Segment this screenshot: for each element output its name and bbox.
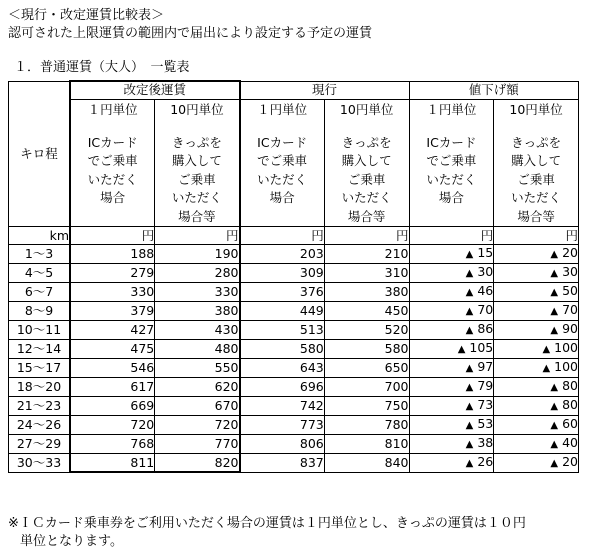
decrease-triangle-icon: ▲ — [550, 248, 559, 260]
new-ticket-fare-cell: 770 — [155, 434, 240, 453]
reduction-value: 50 — [562, 282, 578, 298]
current-ic-fare-cell: 773 — [240, 415, 325, 434]
desc-line: きっぷを — [511, 134, 562, 150]
new-ticket-fare-cell: 380 — [155, 301, 240, 320]
reduction-header: 値下げ額 — [409, 81, 579, 99]
new-ticket-fare-cell: 480 — [155, 339, 240, 358]
reduction-value: 97 — [477, 358, 494, 374]
reduction-ticket-cell — [494, 415, 579, 434]
decrease-triangle-icon: ▲ — [550, 400, 559, 412]
desc-line: 場合 — [269, 190, 295, 206]
decrease-triangle-icon: ▲ — [550, 457, 559, 469]
reduction-value: 70 — [477, 301, 494, 317]
distance-cell: 15〜17 — [9, 358, 71, 377]
decrease-triangle-icon: ▲ — [465, 381, 474, 393]
reduction-ic-cell — [409, 396, 494, 415]
new-ic-fare-cell: 188 — [70, 244, 155, 263]
new-ic-fare-cell: 427 — [70, 320, 155, 339]
new-ic-fare-cell: 379 — [70, 301, 155, 320]
table-row — [9, 282, 579, 301]
reduction-value: 38 — [477, 434, 494, 450]
ic-desc-text — [410, 134, 494, 208]
decrease-triangle-icon: ▲ — [465, 248, 474, 260]
distance-cell: 27〜29 — [9, 434, 71, 453]
reduction-value: 105 — [469, 339, 494, 355]
reduction-ticket-cell — [494, 282, 579, 301]
yen-unit: 円 — [70, 227, 155, 245]
current-ticket-fare-cell: 780 — [324, 415, 409, 434]
new-ticket-fare-cell: 550 — [155, 358, 240, 377]
km-unit: km — [9, 227, 71, 245]
decrease-triangle-icon: ▲ — [550, 267, 559, 279]
desc-line: いただく — [171, 190, 222, 206]
desc-line: でご乗車 — [87, 153, 138, 169]
reduction-value: 79 — [477, 377, 494, 393]
desc-line: ご乗車 — [347, 171, 386, 187]
decrease-triangle-icon: ▲ — [550, 381, 559, 393]
desc-line: ご乗車 — [517, 171, 555, 187]
desc-line: ICカード — [257, 134, 308, 150]
desc-line: でご乗車 — [426, 153, 477, 169]
current-ic-fare-cell: 580 — [240, 339, 325, 358]
reduction-ticket-cell — [494, 358, 579, 377]
new-ticket-fare-cell: 190 — [155, 244, 240, 263]
desc-line: ICカード — [87, 134, 138, 150]
reduction-ticket-cell — [494, 263, 579, 282]
row-header-cell — [9, 81, 71, 227]
new-ic-fare-cell: 768 — [70, 434, 155, 453]
current-ticket-fare-cell: 450 — [324, 301, 409, 320]
decrease-triangle-icon: ▲ — [542, 343, 551, 355]
decrease-triangle-icon: ▲ — [465, 457, 474, 469]
distance-cell: 21〜23 — [9, 396, 71, 415]
reduction-value: 80 — [562, 396, 578, 412]
distance-cell: 30〜33 — [9, 453, 71, 472]
current-ten_yen-header-cell — [324, 99, 409, 227]
decrease-triangle-icon: ▲ — [465, 305, 474, 317]
current-ic-fare-cell: 643 — [240, 358, 325, 377]
yen-unit: 円 — [324, 227, 409, 245]
desc-line: 購入して — [511, 153, 562, 169]
reduction-value: 86 — [477, 320, 494, 336]
footnote-line-1: ※ＩＣカード乗車券をご利用いただく場合の運賃は１円単位とし、きっぷの運賃は１０円 — [8, 516, 526, 531]
current-ic-fare-cell: 449 — [240, 301, 325, 320]
new-ic-fare-cell: 811 — [70, 453, 155, 472]
unit-label: 10円単位 — [339, 101, 394, 117]
desc-line: ICカード — [426, 134, 477, 150]
current-ticket-fare-cell: 750 — [324, 396, 409, 415]
current-ic-fare-cell: 742 — [240, 396, 325, 415]
table-row — [9, 320, 579, 339]
desc-line: 場合 — [438, 190, 464, 206]
ticket-desc-text — [494, 134, 578, 227]
reduction-value: 30 — [562, 263, 578, 279]
new-ticket-fare-cell: 720 — [155, 415, 240, 434]
current-ticket-fare-cell: 210 — [324, 244, 409, 263]
desc-line: ご乗車 — [178, 171, 216, 187]
reduction-ic-cell — [409, 282, 494, 301]
unit-label: 10円単位 — [170, 101, 224, 117]
new-ic-fare-cell: 617 — [70, 377, 155, 396]
reduction-ticket-cell — [494, 453, 579, 472]
reduction-value: 40 — [562, 434, 578, 450]
desc-line: 購入して — [341, 153, 392, 169]
desc-line: いただく — [426, 171, 477, 187]
reduction-ticket-cell — [494, 301, 579, 320]
decrease-triangle-icon: ▲ — [465, 362, 474, 374]
group-header-row — [9, 81, 579, 99]
new-ticket-fare-cell: 430 — [155, 320, 240, 339]
table-row — [9, 244, 579, 263]
reduction-ic-cell — [409, 377, 494, 396]
table-row — [9, 377, 579, 396]
reduction-one_yen-header-cell — [409, 99, 494, 227]
current-ticket-fare-cell: 520 — [324, 320, 409, 339]
current-ic-fare-cell: 696 — [240, 377, 325, 396]
current-ic-fare-cell: 309 — [240, 263, 325, 282]
current-ic-fare-cell: 203 — [240, 244, 325, 263]
reduction-value: 100 — [554, 358, 578, 374]
distance-cell: 10〜11 — [9, 320, 71, 339]
new-ic-fare-cell: 475 — [70, 339, 155, 358]
distance-cell: 1〜3 — [9, 244, 71, 263]
decrease-triangle-icon: ▲ — [457, 343, 466, 355]
yen-unit: 円 — [155, 227, 240, 245]
table-row — [9, 415, 579, 434]
desc-line: 場合等 — [178, 208, 216, 224]
reduction-value: 100 — [554, 339, 578, 355]
fare-comparison-table — [8, 80, 579, 473]
current-ticket-fare-cell: 650 — [324, 358, 409, 377]
current-ticket-fare-cell: 380 — [324, 282, 409, 301]
unit-header-row — [9, 99, 579, 227]
reduction-value: 15 — [477, 244, 494, 260]
reduction-ticket-cell — [494, 244, 579, 263]
decrease-triangle-icon: ▲ — [465, 400, 474, 412]
reduction-value: 90 — [562, 320, 578, 336]
decrease-triangle-icon: ▲ — [465, 324, 474, 336]
current-ic-fare-cell: 513 — [240, 320, 325, 339]
reduction-ic-cell — [409, 263, 494, 282]
reduction-ic-cell — [409, 415, 494, 434]
new-ic-fare-cell: 330 — [70, 282, 155, 301]
decrease-triangle-icon: ▲ — [550, 305, 559, 317]
current-ticket-fare-cell: 310 — [324, 263, 409, 282]
reduction-value: 20 — [562, 244, 578, 260]
desc-line: きっぷを — [341, 134, 392, 150]
reduction-value: 60 — [562, 415, 578, 431]
current-fare-header: 現行 — [240, 81, 409, 99]
desc-line: でご乗車 — [257, 153, 308, 169]
table-row — [9, 263, 579, 282]
table-row — [9, 301, 579, 320]
new-ticket-fare-cell: 670 — [155, 396, 240, 415]
page-subtitle: 認可された上限運賃の範囲内で届出により設定する予定の運賃 — [8, 26, 373, 41]
row-header: キロ程 — [20, 145, 58, 161]
new-ticket-fare-cell: 280 — [155, 263, 240, 282]
desc-line: 購入して — [171, 153, 222, 169]
page-title: ＜現行・改定運賃比較表＞ — [8, 8, 165, 23]
section-heading: １．普通運賃（大人） 一覧表 — [14, 60, 190, 75]
decrease-triangle-icon: ▲ — [465, 419, 474, 431]
ticket-desc-text — [155, 134, 238, 227]
yen-unit: 円 — [409, 227, 494, 245]
unit-row — [9, 227, 579, 245]
reduction-ticket-cell — [494, 396, 579, 415]
current-one_yen-header-cell — [240, 99, 325, 227]
current-ic-fare-cell: 806 — [240, 434, 325, 453]
reduction-ic-cell — [409, 301, 494, 320]
reduction-ic-cell — [409, 244, 494, 263]
reduction-value: 30 — [477, 263, 494, 279]
new-ticket-fare-cell: 820 — [155, 453, 240, 472]
desc-line: 場合等 — [347, 208, 386, 224]
ic-desc-text — [71, 134, 154, 208]
new-ic-fare-cell: 720 — [70, 415, 155, 434]
reduction-value: 70 — [562, 301, 578, 317]
decrease-triangle-icon: ▲ — [550, 286, 559, 298]
new-one_yen-header-cell — [70, 99, 155, 227]
distance-cell: 18〜20 — [9, 377, 71, 396]
table-row — [9, 396, 579, 415]
current-ic-fare-cell: 837 — [240, 453, 325, 472]
desc-line: 場合等 — [517, 208, 555, 224]
reduction-ic-cell — [409, 320, 494, 339]
decrease-triangle-icon: ▲ — [465, 438, 474, 450]
yen-unit: 円 — [494, 227, 579, 245]
unit-label: １円単位 — [87, 101, 138, 117]
distance-cell: 8〜9 — [9, 301, 71, 320]
current-ticket-fare-cell: 580 — [324, 339, 409, 358]
table-row — [9, 434, 579, 453]
unit-label: １円単位 — [426, 101, 477, 117]
reduction-value: 26 — [477, 453, 494, 469]
new-fare-header: 改定後運賃 — [70, 81, 239, 99]
reduction-ticket-cell — [494, 320, 579, 339]
decrease-triangle-icon: ▲ — [465, 286, 474, 298]
current-ticket-fare-cell: 840 — [324, 453, 409, 472]
ticket-desc-text — [325, 134, 409, 227]
reduction-ic-cell — [409, 453, 494, 472]
decrease-triangle-icon: ▲ — [550, 419, 559, 431]
table-row — [9, 453, 579, 472]
new-ic-fare-cell: 546 — [70, 358, 155, 377]
reduction-ic-cell — [409, 339, 494, 358]
reduction-value: 53 — [477, 415, 494, 431]
decrease-triangle-icon: ▲ — [542, 362, 551, 374]
reduction-ticket-cell — [494, 434, 579, 453]
reduction-value: 80 — [562, 377, 578, 393]
ic-desc-text — [241, 134, 324, 208]
unit-label: 10円単位 — [509, 101, 563, 117]
desc-line: いただく — [511, 190, 562, 206]
new-ten_yen-header-cell — [155, 99, 240, 227]
reduction-value: 73 — [477, 396, 494, 412]
reduction-ticket-cell — [494, 377, 579, 396]
reduction-ic-cell — [409, 358, 494, 377]
desc-line: 場合 — [100, 190, 126, 206]
table-row — [9, 358, 579, 377]
footnote-line-2: 単位となります。 — [20, 534, 123, 549]
current-ic-fare-cell: 376 — [240, 282, 325, 301]
reduction-value: 20 — [562, 453, 578, 469]
desc-line: きっぷを — [171, 134, 222, 150]
reduction-ic-cell — [409, 434, 494, 453]
table-row — [9, 339, 579, 358]
desc-line: いただく — [257, 171, 308, 187]
new-ticket-fare-cell: 330 — [155, 282, 240, 301]
unit-label: １円単位 — [257, 101, 308, 117]
yen-unit: 円 — [240, 227, 325, 245]
current-ticket-fare-cell: 810 — [324, 434, 409, 453]
distance-cell: 12〜14 — [9, 339, 71, 358]
decrease-triangle-icon: ▲ — [465, 267, 474, 279]
decrease-triangle-icon: ▲ — [550, 438, 559, 450]
reduction-value: 46 — [477, 282, 494, 298]
current-ticket-fare-cell: 700 — [324, 377, 409, 396]
distance-cell: 6〜7 — [9, 282, 71, 301]
desc-line: いただく — [341, 190, 392, 206]
distance-cell: 4〜5 — [9, 263, 71, 282]
decrease-triangle-icon: ▲ — [550, 324, 559, 336]
reduction-ticket-cell — [494, 339, 579, 358]
new-ic-fare-cell: 279 — [70, 263, 155, 282]
new-ic-fare-cell: 669 — [70, 396, 155, 415]
new-ticket-fare-cell: 620 — [155, 377, 240, 396]
reduction-ten_yen-header-cell — [494, 99, 579, 227]
distance-cell: 24〜26 — [9, 415, 71, 434]
desc-line: いただく — [87, 171, 138, 187]
